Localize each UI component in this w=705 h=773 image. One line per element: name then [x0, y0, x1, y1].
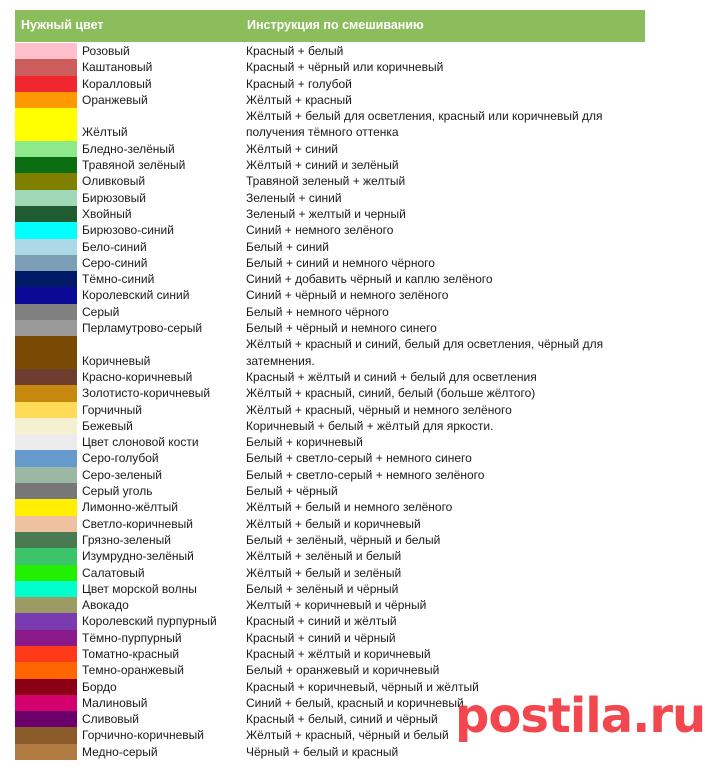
color-swatch [15, 222, 77, 238]
color-swatch [15, 434, 77, 450]
color-swatch [15, 76, 77, 92]
color-swatch [15, 385, 77, 401]
color-name: Изумрудно-зелёный [82, 549, 194, 564]
color-name: Коричневый [82, 353, 151, 368]
table-row [15, 190, 645, 206]
table-row [15, 402, 645, 418]
color-swatch [15, 565, 77, 581]
color-name: Серо-голубой [82, 451, 159, 466]
table-row [15, 239, 645, 255]
color-name: Перламутрово-серый [82, 321, 203, 336]
color-swatch [15, 646, 77, 662]
mixing-instruction: Жёлтый + белый и коричневый [246, 516, 421, 531]
color-swatch [15, 173, 77, 189]
mixing-instruction: Красный + голубой [246, 76, 352, 91]
mixing-instruction: Синий + чёрный и немного зелёного [246, 288, 449, 303]
table-row [15, 499, 645, 515]
watermark-logo [455, 688, 705, 768]
color-name: Королевский синий [82, 288, 190, 303]
table-row [15, 532, 645, 548]
mixing-instruction: Синий + белый, красный и коричневый [246, 695, 464, 710]
color-name: Светло-коричневый [82, 516, 193, 531]
mixing-instruction: Красный + коричневый, чёрный и жёлтый [246, 679, 479, 694]
table-row [15, 548, 645, 564]
mixing-instruction: Жёлтый + красный [246, 92, 352, 107]
color-swatch [15, 190, 77, 206]
color-swatch [15, 467, 77, 483]
color-swatch [15, 320, 77, 336]
mixing-instruction: Красный + синий и жёлтый [246, 614, 397, 629]
mixing-instruction: Зеленый + синий [246, 190, 342, 205]
color-swatch [15, 597, 77, 613]
color-name: Малиновый [82, 695, 148, 710]
color-swatch [15, 239, 77, 255]
mixing-instruction: Белый + синий и немного чёрного [246, 255, 435, 270]
color-name: Грязно-зеленый [82, 532, 171, 547]
color-name: Жёлтый [82, 125, 128, 140]
color-name: Хвойный [82, 206, 132, 221]
color-name: Оливковый [82, 174, 146, 189]
color-name: Горчичный [82, 402, 142, 417]
header-column-instruction: Инструкция по смешиванию [247, 18, 424, 32]
table-row [15, 646, 645, 662]
color-swatch [15, 206, 77, 222]
color-name: Бледно-зелёный [82, 141, 175, 156]
table-row [15, 157, 645, 173]
table-row [15, 434, 645, 450]
color-swatch [15, 662, 77, 678]
mixing-instruction: Жёлтый + синий и зелёный [246, 158, 399, 173]
mixing-instruction: Синий + немного зелёного [246, 223, 394, 238]
color-swatch [15, 255, 77, 271]
color-name: Каштановый [82, 60, 153, 75]
color-swatch [15, 157, 77, 173]
table-row [15, 141, 645, 157]
color-swatch [15, 581, 77, 597]
table-row [15, 222, 645, 238]
color-name: Розовый [82, 44, 130, 58]
mixing-instruction: Желтый + коричневый и чёрный [246, 598, 427, 613]
table-row [15, 173, 645, 189]
color-mixing-table [15, 43, 645, 760]
mixing-instruction: Белый + синий [246, 239, 329, 254]
color-swatch [15, 108, 77, 141]
color-swatch [15, 43, 77, 59]
color-name: Королевский пурпурный [82, 614, 217, 629]
mixing-instruction: Белый + чёрный и немного синего [246, 321, 437, 336]
color-swatch [15, 727, 77, 743]
table-row [15, 336, 645, 369]
table-row [15, 320, 645, 336]
color-swatch [15, 336, 77, 369]
table-row [15, 206, 645, 222]
table-row [15, 418, 645, 434]
color-name: Серо-синий [82, 255, 148, 270]
mixing-instruction: Жёлтый + красный и синий, белый для осветления, чёрный для затемнения. [246, 337, 604, 368]
color-name: Серый уголь [82, 484, 153, 499]
mixing-instruction: Жёлтый + красный, синий, белый (больше жёлтого) [246, 386, 536, 401]
color-name: Тёмно-синий [82, 272, 155, 287]
color-swatch [15, 679, 77, 695]
table-row [15, 565, 645, 581]
mixing-instruction: Жёлтый + белый и зелёный [246, 565, 402, 580]
mixing-instruction: Жёлтый + синий [246, 141, 338, 156]
color-swatch [15, 418, 77, 434]
color-swatch [15, 744, 77, 760]
mixing-instruction: Белый + коричневый [246, 435, 363, 450]
color-swatch [15, 450, 77, 466]
mixing-instruction: Белый + зелёный, чёрный и белый [246, 532, 441, 547]
mixing-instruction: Синий + добавить чёрный и каплю зелёного [246, 272, 493, 287]
mixing-instruction: Белый + оранжевый и коричневый [246, 663, 440, 678]
color-swatch [15, 287, 77, 303]
color-name: Темно-оранжевый [82, 663, 184, 678]
mixing-instruction: Красный + жёлтый и синий + белый для осветления [246, 369, 537, 384]
mixing-instruction: Жёлтый + зелёный и белый [246, 549, 402, 564]
table-row [15, 43, 645, 59]
color-name: Оранжевый [82, 92, 148, 107]
mixing-instruction: Зеленый + желтый и черный [246, 206, 406, 221]
mixing-instruction: Жёлтый + красный, чёрный и белый [246, 728, 449, 743]
table-row [15, 467, 645, 483]
color-name: Горчично-коричневый [82, 728, 204, 743]
color-name: Бордо [82, 679, 117, 694]
table-row [15, 59, 645, 75]
color-swatch [15, 402, 77, 418]
color-name: Салатовый [82, 565, 145, 580]
mixing-instruction: Белый + немного чёрного [246, 304, 389, 319]
table-header [15, 10, 645, 42]
table-row [15, 287, 645, 303]
color-name: Бирюзовый [82, 190, 146, 205]
color-name: Цвет слоновой кости [82, 435, 199, 450]
mixing-instruction: Жёлтый + красный, чёрный и немного зелёного [246, 402, 512, 417]
table-row [15, 450, 645, 466]
table-row [15, 483, 645, 499]
mixing-instruction: Жёлтый + белый и немного зелёного [246, 500, 453, 515]
color-name: Бежевый [82, 418, 133, 433]
color-name: Сливовый [82, 712, 139, 727]
color-name: Томатно-красный [82, 646, 180, 661]
color-swatch [15, 613, 77, 629]
table-row [15, 271, 645, 287]
color-swatch [15, 711, 77, 727]
color-name: Золотисто-коричневый [82, 386, 211, 401]
table-row [15, 108, 645, 141]
mixing-instruction: Белый + зелёный и чёрный [246, 581, 399, 596]
mixing-instruction: Красный + чёрный или коричневый [246, 60, 444, 75]
color-name: Тёмно-пурпурный [82, 630, 182, 645]
mixing-instruction: Красный + белый, синий и чёрный [246, 712, 438, 727]
color-swatch [15, 92, 77, 108]
table-row [15, 630, 645, 646]
color-swatch [15, 499, 77, 515]
table-row [15, 662, 645, 678]
color-name: Лимонно-жёлтый [82, 500, 178, 515]
color-name: Медно-серый [82, 744, 158, 759]
table-row [15, 304, 645, 320]
table-row [15, 369, 645, 385]
color-name: Цвет морской волны [82, 581, 197, 596]
color-swatch [15, 532, 77, 548]
color-name: Бирюзово-синий [82, 223, 174, 238]
color-name: Бело-синий [82, 239, 147, 254]
color-swatch [15, 516, 77, 532]
color-swatch [15, 548, 77, 564]
table-row [15, 255, 645, 271]
header-column-color: Нужный цвет [21, 18, 104, 32]
mixing-instruction: Жёлтый + белый для осветления, красный или коричневый для получения тёмного оттенка [246, 109, 603, 140]
table-row [15, 385, 645, 401]
table-row [15, 597, 645, 613]
mixing-instruction: Красный + жёлтый и коричневый [246, 646, 431, 661]
mixing-instruction: Белый + чёрный [246, 484, 338, 499]
table-row [15, 516, 645, 532]
color-swatch [15, 271, 77, 287]
color-swatch [15, 59, 77, 75]
table-row [15, 76, 645, 92]
color-swatch [15, 695, 77, 711]
color-name: Серый [82, 304, 120, 319]
table-row [15, 92, 645, 108]
color-name: Коралловый [82, 76, 152, 91]
mixing-instruction: Белый + светло-серый + немного зелёного [246, 467, 485, 482]
mixing-instruction: Чёрный + белый и красный [246, 744, 399, 759]
mixing-instruction: Красный + синий и чёрный [246, 630, 396, 645]
color-swatch [15, 483, 77, 499]
mixing-instruction: Красный + белый [246, 44, 344, 58]
table-row [15, 581, 645, 597]
mixing-instruction: Травяной зеленый + желтый [246, 174, 406, 189]
color-swatch [15, 369, 77, 385]
color-swatch [15, 304, 77, 320]
color-name: Красно-коричневый [82, 369, 193, 384]
color-name: Авокадо [82, 598, 129, 613]
table-row [15, 613, 645, 629]
mixing-instruction: Коричневый + белый + жёлтый для яркости. [246, 418, 494, 433]
color-name: Травяной зелёный [82, 158, 186, 173]
watermark-text: postila.ru [455, 688, 705, 744]
mixing-instruction: Белый + светло-серый + немного синего [246, 451, 472, 466]
color-name: Серо-зеленый [82, 467, 162, 482]
color-swatch [15, 141, 77, 157]
color-swatch [15, 630, 77, 646]
